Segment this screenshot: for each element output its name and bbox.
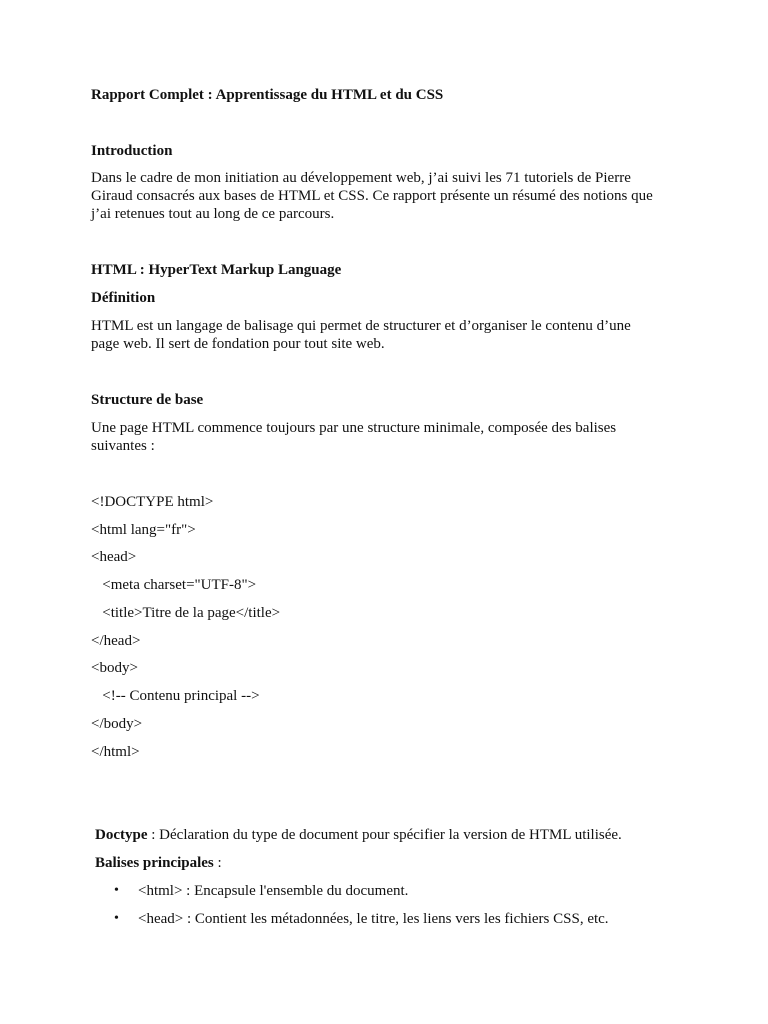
code-line: <!DOCTYPE html>: [91, 494, 214, 510]
intro-line: j’ai retenues tout au long de ce parcours.: [91, 206, 335, 222]
doctype-label: Doctype: [95, 827, 148, 843]
structure-heading: Structure de base: [91, 392, 204, 408]
list-item-text: <head> : Contient les métadonnées, le titre, les liens vers les fichiers CSS, etc.: [138, 911, 609, 927]
code-line: </html>: [91, 744, 140, 760]
code-line: <!-- Contenu principal -->: [91, 688, 260, 704]
code-line: </head>: [91, 633, 141, 649]
code-line: <meta charset="UTF-8">: [91, 577, 257, 593]
intro-line: Dans le cadre de mon initiation au développement web, j’ai suivi les 71 tutoriels de Pierre: [91, 170, 631, 186]
doctype-paragraph: [95, 826, 622, 844]
document-title: Rapport Complet : Apprentissage du HTML et du CSS: [91, 87, 444, 103]
code-line: <body>: [91, 660, 138, 676]
structure-line: Une page HTML commence toujours par une structure minimale, composée des balises: [91, 420, 617, 436]
bullet-icon: •: [114, 883, 119, 898]
list-item-text: <html> : Encapsule l'ensemble du document.: [138, 883, 409, 899]
html-section-heading: HTML : HyperText Markup Language: [91, 262, 342, 278]
intro-line: Giraud consacrés aux bases de HTML et CSS. Ce rapport présente un résumé des notions que: [91, 188, 653, 204]
balises-paragraph: [95, 854, 222, 872]
definition-line: HTML est un langage de balisage qui permet de structurer et d’organiser le contenu d’une: [91, 318, 631, 334]
code-line: <head>: [91, 549, 137, 565]
code-line: <html lang="fr">: [91, 522, 196, 538]
definition-heading: Définition: [91, 290, 156, 306]
definition-line: page web. Il sert de fondation pour tout site web.: [91, 336, 385, 352]
code-line: </body>: [91, 716, 143, 732]
structure-line: suivantes :: [91, 438, 155, 454]
code-line: <title>Titre de la page</title>: [91, 605, 281, 621]
bullet-icon: •: [114, 911, 119, 926]
intro-heading: Introduction: [91, 143, 173, 159]
balises-text: :: [213, 855, 222, 871]
doctype-text: : Déclaration du type de document pour spécifier la version de HTML utilisée.: [147, 827, 622, 843]
balises-label: Balises principales: [95, 855, 214, 871]
